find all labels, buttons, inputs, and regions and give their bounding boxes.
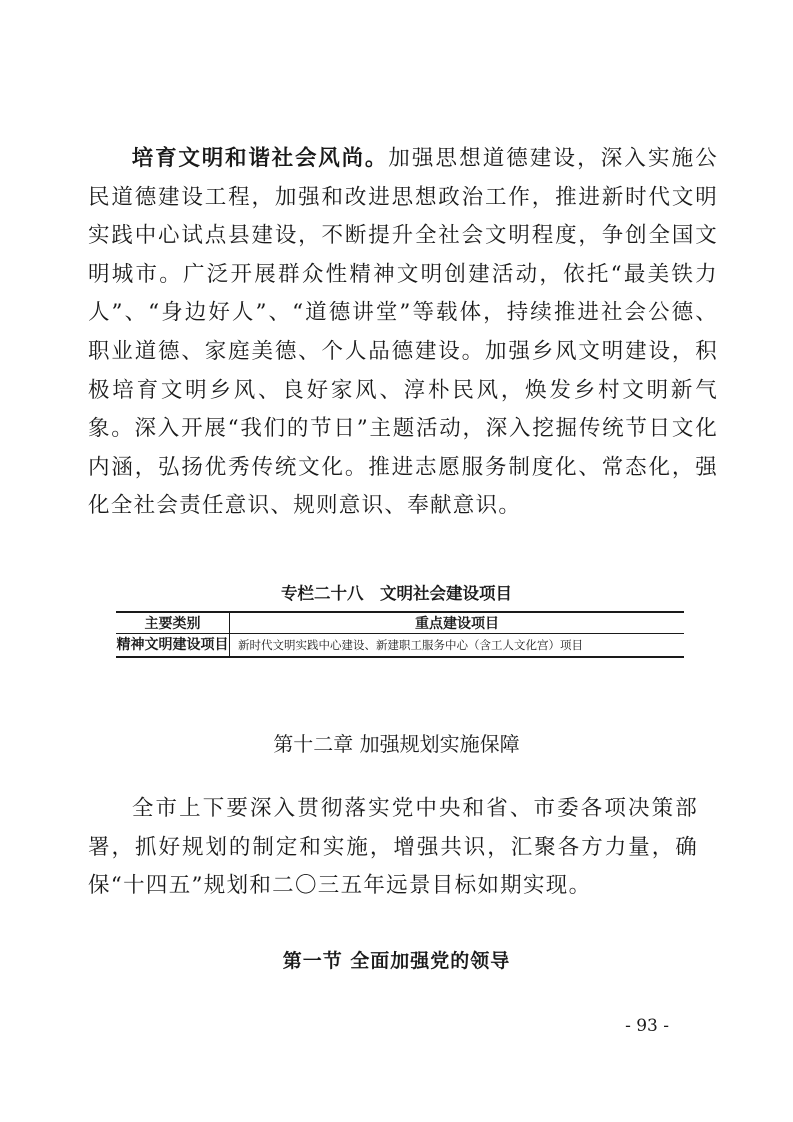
- table-row: [116, 634, 684, 658]
- paragraph-body: 加强思想道德建设，深入实施公民道德建设工程，加强和改进思想政治工作，推进新时代文明实践中心试点县建设，不断提升全社会文明程度，争创全国文明城市。广泛开展群众性精神文明创建活动，依托“最美铁力人”、“身边好人”、“道德讲堂”等载体，持续推进社会公德、职业道德、家庭美德、个人品德建设。加强乡风文明建设，积极培育文明乡风、良好家风、淳朴民风，焕发乡村文明新气象。深入开展“我们的节日”主题活动，深入挖掘传统节日文化内涵，弘扬优秀传统文化。推进志愿服务制度化、常态化，强化全社会责任意识、规则意识、奉献意识。: [88, 146, 718, 519]
- project-table: [116, 611, 684, 658]
- page-number: - 93 -: [625, 1016, 669, 1036]
- paragraph-implementation-text: 全市上下要深入贯彻落实党中央和省、市委各项决策部署，抓好规划的制定和实施，增强共识，汇聚各方力量，确保“十四五”规划和二〇三五年远景目标如期实现。: [88, 796, 698, 899]
- table-header-row: [116, 612, 684, 634]
- header-projects: 重点建设项目: [230, 612, 685, 634]
- row-category: 精神文明建设项目: [116, 634, 230, 658]
- paragraph-implementation: [88, 790, 698, 906]
- section-title: 第一节 全面加强党的领导: [282, 950, 511, 972]
- paragraph-lead: 培育文明和谐社会风尚。: [131, 146, 389, 171]
- row-items: 新时代文明实践中心建设、新建职工服务中心（含工人文化宫）项目: [230, 634, 685, 658]
- box-title: 专栏二十八 文明社会建设项目: [281, 584, 512, 603]
- header-category: 主要类别: [116, 612, 230, 634]
- chapter-title: 第十二章 加强规划实施保障: [273, 732, 520, 756]
- paragraph-civilization: [88, 140, 718, 526]
